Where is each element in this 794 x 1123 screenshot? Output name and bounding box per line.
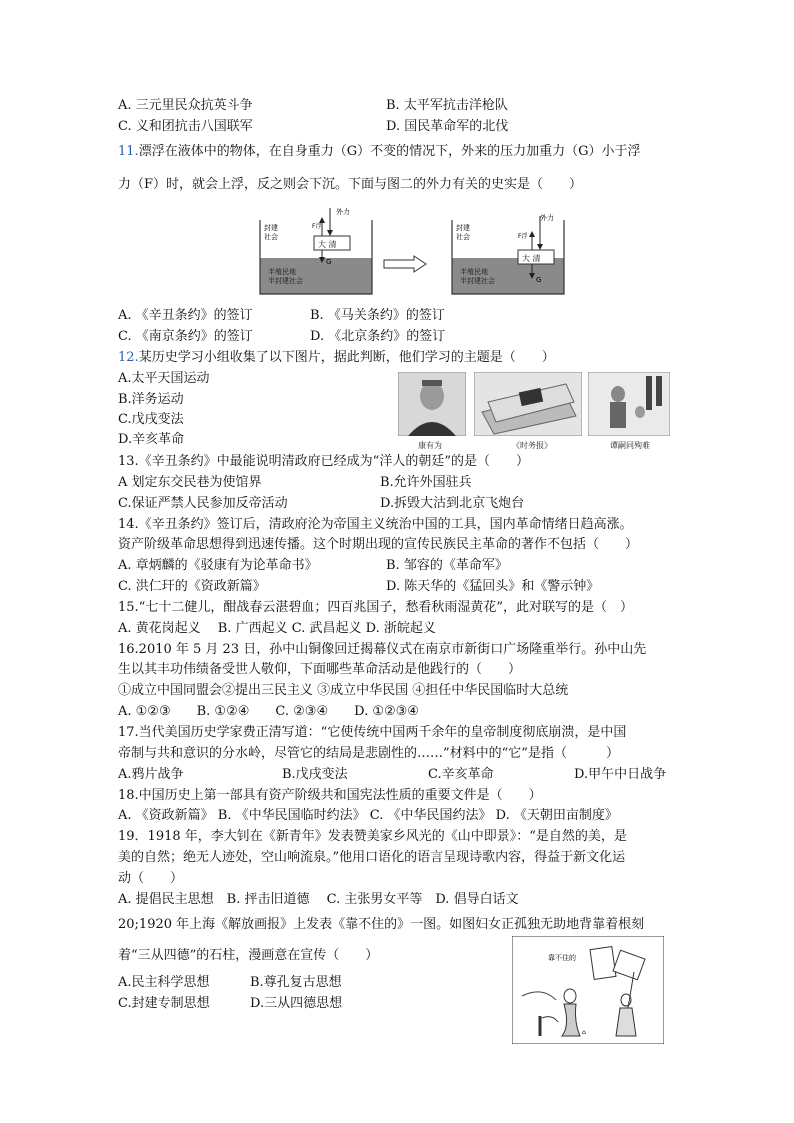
q12-option-b: B.洋务运动 xyxy=(118,392,184,407)
q15-options: A. 黄花岗起义 B. 广西起义 C. 武昌起义 D. 浙皖起义 xyxy=(118,621,436,636)
q16-line1: 16.2010 年 5 月 23 日，孙中山铜像回迁揭幕仪式在南京市新街口广场隆重举行。孙中山先 xyxy=(118,642,647,657)
q17-option-b: B.戊戌变法 xyxy=(282,767,348,782)
prev-option-d: D. 国民革命军的北伐 xyxy=(386,119,509,134)
q16-line2: 生以其丰功伟绩备受世人敬仰，下面哪些革命活动是他践行的（ ） xyxy=(118,662,522,677)
q15-text: 15.“七十二健儿，酣战春云湛碧血；四百兆国子，愁看秋雨湿黄花”，此对联写的是（ ） xyxy=(118,600,633,615)
q20-option-b: B.尊孔复古思想 xyxy=(250,975,342,990)
kang-youwei-portrait xyxy=(398,372,466,436)
q13-option-d: D.拆毁大沽到北京飞炮台 xyxy=(380,496,525,511)
q17-option-c: C.辛亥革命 xyxy=(428,767,494,782)
prev-option-a: A. 三元里民众抗英斗争 xyxy=(118,98,253,113)
q19-line2: 美的自然；绝无人迹处，空山响流泉。”他用口语化的语言呈现诗歌内容，得益于新文化运 xyxy=(118,850,626,865)
q12-option-a: A.太平天国运动 xyxy=(118,371,210,386)
svg-text:F浮: F浮 xyxy=(312,223,322,230)
q20-line1: 20;1920 年上海《解放画报》上发表《靠不住的》一图。如图妇女正孤独无助地背靠着根刻 xyxy=(118,917,645,932)
svg-text:社会: 社会 xyxy=(264,233,278,241)
svg-text:⌂: ⌂ xyxy=(582,1029,586,1036)
svg-text:半殖民地: 半殖民地 xyxy=(268,268,296,276)
q11-option-a: A. 《辛丑条约》的签订 xyxy=(118,308,253,323)
q11-number: 11. xyxy=(118,144,139,159)
tan-sitong-image xyxy=(588,372,670,436)
q13-option-a: A 划定东交民巷为使馆界 xyxy=(118,475,262,490)
svg-text:G: G xyxy=(326,258,332,266)
svg-text:大 清: 大 清 xyxy=(522,254,541,263)
q11-option-d: D. 《北京条约》的签订 xyxy=(310,329,446,344)
q12-text: 某历史学习小组收集了以下图片，据此判断，他们学习的主题是（ ） xyxy=(138,350,555,365)
q17-line1: 17.当代美国历史学家费正清写道：“它使传统中国两千余年的皇帝制度彻底崩溃，是中国 xyxy=(118,725,627,740)
svg-text:封建: 封建 xyxy=(456,224,470,232)
q18-text: 18.中国历史上第一部具有资产阶级共和国宪法性质的重要文件是（ ） xyxy=(118,788,542,803)
q17-option-d: D.甲午中日战争 xyxy=(574,767,667,782)
kaobuzhu-cartoon xyxy=(512,936,664,1044)
q14-option-b: B. 邹容的《革命军》 xyxy=(386,558,508,573)
q11-text-1: 漂浮在液体中的物体，在自身重力（G）不变的情况下，外来的压力加重力（G）小于浮 xyxy=(138,144,641,159)
q20-option-c: C.封建专制思想 xyxy=(118,996,210,1011)
q12-option-c: C.戊戌变法 xyxy=(118,412,184,427)
q20-option-a: A.民主科学思想 xyxy=(118,975,210,990)
q13-text: 13.《辛丑条约》中最能说明清政府已经成为“洋人的朝廷”的是（ ） xyxy=(118,454,529,469)
caption-1: 康有为 xyxy=(418,441,442,450)
cartoon-label: 靠不住的 xyxy=(548,954,576,962)
q12-option-d: D.辛亥革命 xyxy=(118,432,185,447)
buoyancy-diagram xyxy=(256,206,586,298)
q16-options: A. ①②③ B. ①②④ C. ②③④ D. ①②③④ xyxy=(118,704,419,719)
q13-option-c: C.保证严禁人民参加反帝活动 xyxy=(118,496,288,511)
q11-option-b: B. 《马关条约》的签订 xyxy=(310,308,445,323)
q14-option-c: C. 洪仁玕的《资政新篇》 xyxy=(118,579,266,594)
svg-text:半殖民地: 半殖民地 xyxy=(460,268,488,276)
svg-text:G: G xyxy=(536,276,542,284)
q19-line3: 动（ ） xyxy=(118,871,184,886)
q17-option-a: A.鸦片战争 xyxy=(118,767,184,782)
svg-text:封建: 封建 xyxy=(264,224,278,232)
q17-line2: 帝制与共和意识的分水岭，尽管它的结局是悲剧性的……”材料中的“它”是指（ ） xyxy=(118,746,619,761)
diagram-left xyxy=(260,207,372,294)
q12-number: 12. xyxy=(118,350,139,365)
diagram-right xyxy=(452,213,564,294)
q20-line2: 着“三从四德”的石柱，漫画意在宣传（ ） xyxy=(118,948,379,963)
q11-line2: 力（F）时，就会上浮，反之则会下沉。下面与图二的外力有关的史实是（ ） xyxy=(118,177,583,192)
q19-options: A. 提倡民主思想 B. 抨击旧道德 C. 主张男女平等 D. 倡导白话文 xyxy=(118,892,519,907)
caption-3: 谭嗣同殉难 xyxy=(610,441,650,450)
q11-option-c: C. 《南京条约》的签订 xyxy=(118,329,253,344)
q20-option-d: D.三从四德思想 xyxy=(250,996,343,1011)
svg-text:半封建社会: 半封建社会 xyxy=(460,277,495,285)
q18-options: A. 《资政新篇》 B. 《中华民国临时约法》 C. 《中华民国约法》 D. 《天朝田亩制度》 xyxy=(118,808,618,823)
q11-line1 xyxy=(118,143,640,161)
svg-text:社会: 社会 xyxy=(456,233,470,241)
q19-line1: 19．1918 年，李大钊在《新青年》发表赞美家乡风光的《山中即景》：“是自然的美，是 xyxy=(118,829,627,844)
q16-line3: ①成立中国同盟会②提出三民主义 ③成立中华民国 ④担任中华民国临时大总统 xyxy=(118,683,569,698)
q14-option-a: A. 章炳麟的《驳康有为论革命书》 xyxy=(118,558,318,573)
left-water xyxy=(260,258,372,294)
q14-line1: 14.《辛丑条约》签订后，清政府沦为帝国主义统治中国的工具，国内革命情绪日趋高涨。 xyxy=(118,517,633,532)
shiwubao-image xyxy=(474,372,582,436)
svg-text:大 清: 大 清 xyxy=(318,240,337,249)
diagram-arrow xyxy=(384,256,426,272)
svg-text:半封建社会: 半封建社会 xyxy=(268,277,303,285)
q14-option-d: D. 陈天华的《猛回头》和《警示钟》 xyxy=(386,579,600,594)
prev-option-b: B. 太平军抗击洋枪队 xyxy=(386,98,508,113)
q13-option-b: B.允许外国驻兵 xyxy=(380,475,472,490)
prev-option-c: C. 义和团抗击八国联军 xyxy=(118,119,253,134)
caption-2: 《时务报》 xyxy=(512,441,552,450)
svg-text:外力: 外力 xyxy=(540,214,554,222)
q12-line xyxy=(118,349,555,367)
svg-text:F浮: F浮 xyxy=(518,233,528,240)
svg-text:外力: 外力 xyxy=(336,208,350,216)
q14-line2: 资产阶级革命思想得到迅速传播。这个时期出现的宣传民族民主革命的著作不包括（ ） xyxy=(118,537,639,552)
